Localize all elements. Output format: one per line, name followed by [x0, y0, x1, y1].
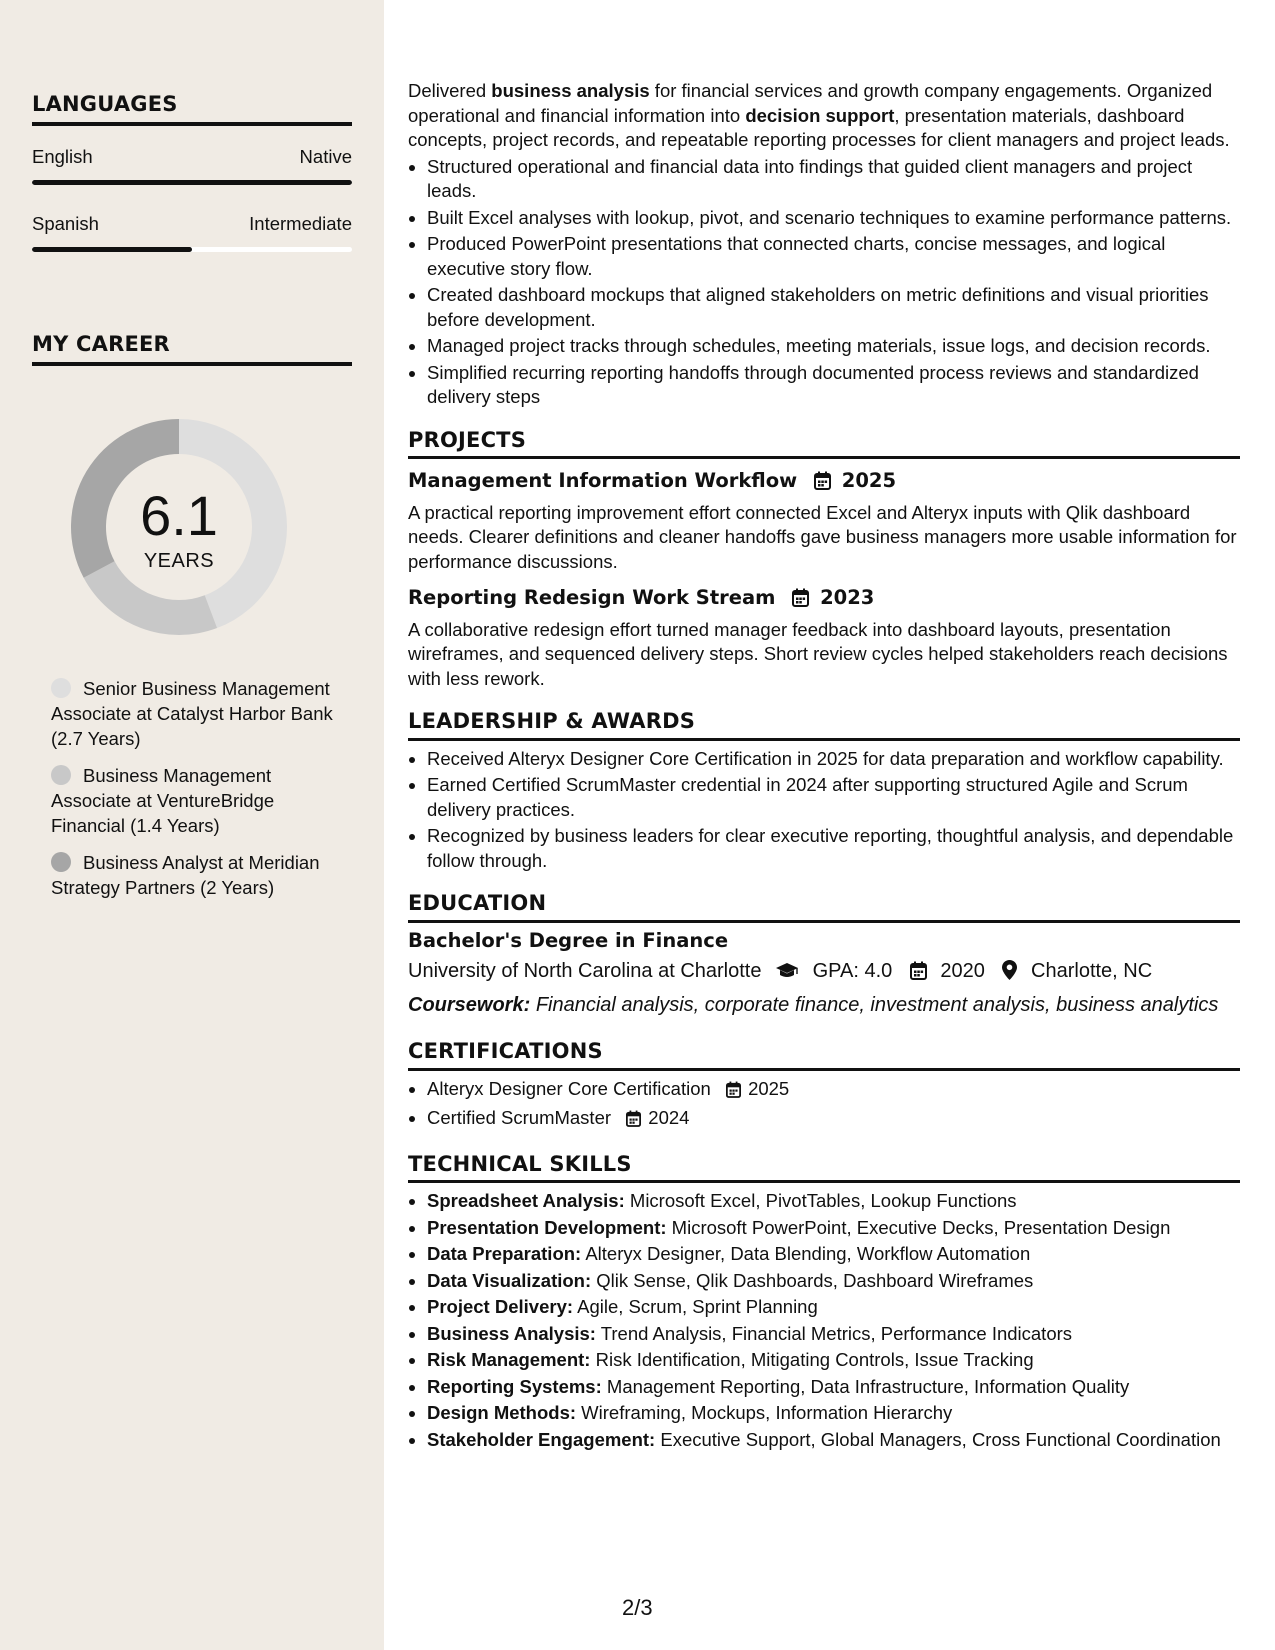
calendar-icon — [726, 1080, 741, 1105]
project-title-row — [408, 469, 1240, 497]
skill-value: Agile, Scrum, Sprint Planning — [577, 1296, 818, 1317]
coursework — [408, 993, 1240, 1018]
leadership-item: • Received Alteryx Designer Core Certification in 2025 for data preparation and workflow capability. — [427, 747, 1240, 772]
coursework-text: Financial analysis, corporate finance, investment analysis, business analytics — [535, 993, 1219, 1016]
experience-bullet: • Simplified recurring reporting handoffs through documented process reviews and standardized delivery steps — [427, 361, 1240, 410]
career-section — [32, 332, 352, 366]
graduation-year: 2020 — [940, 960, 985, 982]
skill-value: Executive Support, Global Managers, Cross Functional Coordination — [660, 1428, 1221, 1450]
gpa: GPA: 4.0 — [812, 960, 893, 982]
skill-label: Data Visualization: — [427, 1269, 592, 1291]
certification-name: Certified ScrumMaster — [427, 1107, 612, 1128]
leadership-list — [408, 747, 1240, 874]
project-item — [408, 469, 1240, 574]
experience-summary — [408, 79, 1240, 153]
project-name: Management Information Workflow — [408, 469, 798, 492]
certification-name: Alteryx Designer Core Certification — [427, 1077, 711, 1099]
summary-bold: business analysis — [491, 80, 650, 101]
language-item — [32, 213, 352, 252]
projects-heading: PROJECTS — [408, 428, 1240, 460]
project-name: Reporting Redesign Work Stream — [408, 586, 776, 609]
skill-label: Project Delivery: — [427, 1296, 574, 1317]
career-total-years: 6.1 — [140, 484, 218, 547]
leadership-item: • Earned Certified ScrumMaster credential in 2024 after supporting structured Agile and Scrum delivery practices. — [427, 773, 1240, 822]
certification-item — [427, 1077, 1240, 1105]
career-legend-item — [51, 676, 341, 751]
sidebar — [0, 0, 384, 1650]
skill-label: Design Methods: — [427, 1402, 577, 1423]
summary-text: for financial services and growth company engagements. Organized operational and financial information into — [408, 80, 1213, 126]
language-proficiency-bar — [32, 180, 352, 185]
career-donut-center — [64, 412, 294, 642]
legend-dot — [51, 765, 71, 785]
skill-value: Alteryx Designer, Data Blending, Workflow Automation — [585, 1243, 1031, 1264]
project-description: A collaborative redesign effort turned manager feedback into dashboard layouts, presentation wireframes, and sequenced delivery steps. Short review cycles helped stakeholders reach decisions with less rework. — [408, 618, 1228, 689]
project-item — [408, 586, 1240, 691]
calendar-icon — [910, 961, 927, 987]
skill-value: Management Reporting, Data Infrastructure, Information Quality — [606, 1375, 1130, 1397]
career-years-unit: YEARS — [143, 550, 215, 572]
skill-label: Business Analysis: — [427, 1322, 596, 1344]
skill-item — [427, 1401, 1240, 1426]
project-description: A practical reporting improvement effort connected Excel and Alteryx inputs with Qlik dashboard needs. Clearer definitions and cleaner handoffs gave business managers more usable information for performance discussions. — [408, 501, 1237, 572]
experience-bullet: • Created dashboard mockups that aligned stakeholders on metric definitions and visual priorities before development. — [427, 283, 1240, 332]
certifications-list — [408, 1077, 1240, 1134]
leadership-item: • Recognized by business leaders for clear executive reporting, thoughtful analysis, and dependable follow through. — [427, 824, 1240, 873]
project-year: 2025 — [841, 469, 897, 492]
degree-title: Bachelor's Degree in Finance — [408, 928, 729, 952]
languages-section — [32, 92, 352, 252]
summary-bold: decision support — [745, 104, 895, 126]
experience-bullet: • Produced PowerPoint presentations that connected charts, concise messages, and logical executive story flow. — [427, 232, 1240, 281]
skill-item — [427, 1428, 1240, 1453]
skill-item — [427, 1269, 1240, 1294]
calendar-icon — [626, 1109, 641, 1134]
career-legend — [51, 676, 341, 912]
language-name: English — [32, 146, 93, 167]
skill-value: Qlik Sense, Qlik Dashboards, Dashboard Wireframes — [596, 1269, 1034, 1291]
school-location: Charlotte, NC — [1031, 960, 1153, 982]
career-legend-item — [51, 763, 341, 838]
experience-bullets — [408, 155, 1240, 410]
skill-item — [427, 1348, 1240, 1373]
skill-label: Spreadsheet Analysis: — [427, 1190, 625, 1211]
education-details — [408, 959, 1240, 987]
legend-label: Business Management Associate at VentureBridge Financial (1.4 Years) — [51, 765, 275, 836]
experience-bullet: • Structured operational and financial data into findings that guided client managers and project leads. — [427, 155, 1240, 204]
language-proficiency-fill — [32, 247, 192, 252]
coursework-label: Coursework: — [408, 993, 531, 1016]
experience-bullet: • Built Excel analyses with lookup, pivot, and scenario techniques to examine performance patterns. — [427, 206, 1240, 231]
certification-year: 2025 — [748, 1077, 790, 1099]
experience-bullet: • Managed project tracks through schedules, meeting materials, issue logs, and decision records. — [427, 334, 1240, 359]
legend-label: Senior Business Management Associate at Catalyst Harbor Bank (2.7 Years) — [51, 678, 333, 749]
language-level: Intermediate — [249, 213, 352, 234]
language-name: Spanish — [32, 213, 99, 234]
graduation-cap-icon — [775, 962, 799, 987]
language-proficiency-fill — [32, 180, 352, 185]
skill-item — [427, 1216, 1240, 1241]
skill-label: Risk Management: — [427, 1349, 591, 1370]
skill-label: Stakeholder Engagement: — [427, 1428, 656, 1450]
skill-label: Data Preparation: — [427, 1243, 582, 1264]
map-pin-icon — [1002, 960, 1017, 987]
project-year: 2023 — [820, 586, 875, 609]
career-legend-item — [51, 850, 341, 900]
skill-item — [427, 1322, 1240, 1347]
skills-list — [408, 1189, 1240, 1452]
legend-dot — [51, 852, 71, 872]
certifications-heading: CERTIFICATIONS — [408, 1039, 1240, 1071]
calendar-icon — [792, 588, 809, 614]
language-level: Native — [299, 146, 352, 167]
summary-text: Delivered — [408, 80, 492, 101]
skill-label: Presentation Development: — [427, 1216, 667, 1238]
skill-value: Wireframing, Mockups, Information Hierarchy — [581, 1402, 953, 1423]
certification-item — [427, 1106, 1240, 1134]
legend-label: Business Analyst at Meridian Strategy Partners (2 Years) — [51, 852, 320, 898]
calendar-icon — [814, 471, 831, 497]
skill-value: Risk Identification, Mitigating Controls, Issue Tracking — [595, 1349, 1034, 1370]
skill-item — [427, 1189, 1240, 1214]
skill-item — [427, 1295, 1240, 1320]
skill-value: Trend Analysis, Financial Metrics, Performance Indicators — [600, 1322, 1073, 1344]
school-name: University of North Carolina at Charlotte — [408, 960, 762, 982]
language-proficiency-bar — [32, 247, 352, 252]
summary-text: , presentation materials, dashboard concepts, project records, and repeatable reporting processes for client managers and project leads. — [408, 104, 1230, 150]
skill-value: Microsoft PowerPoint, Executive Decks, Presentation Design — [671, 1216, 1171, 1238]
career-heading: MY CAREER — [32, 332, 352, 366]
education-heading: EDUCATION — [408, 891, 1240, 923]
leadership-heading: LEADERSHIP & AWARDS — [408, 709, 1240, 741]
project-title-row — [408, 586, 1240, 614]
skill-item — [427, 1242, 1240, 1267]
career-donut-chart — [64, 412, 294, 642]
skills-heading: TECHNICAL SKILLS — [408, 1152, 1240, 1184]
languages-heading: LANGUAGES — [32, 92, 352, 126]
certification-year: 2024 — [648, 1107, 690, 1128]
page-number: 2/3 — [622, 1595, 653, 1620]
skill-label: Reporting Systems: — [427, 1375, 602, 1397]
language-item — [32, 146, 352, 185]
skill-item — [427, 1375, 1240, 1400]
main-content — [408, 79, 1240, 1454]
skill-value: Microsoft Excel, PivotTables, Lookup Functions — [629, 1190, 1017, 1211]
legend-dot — [51, 678, 71, 698]
